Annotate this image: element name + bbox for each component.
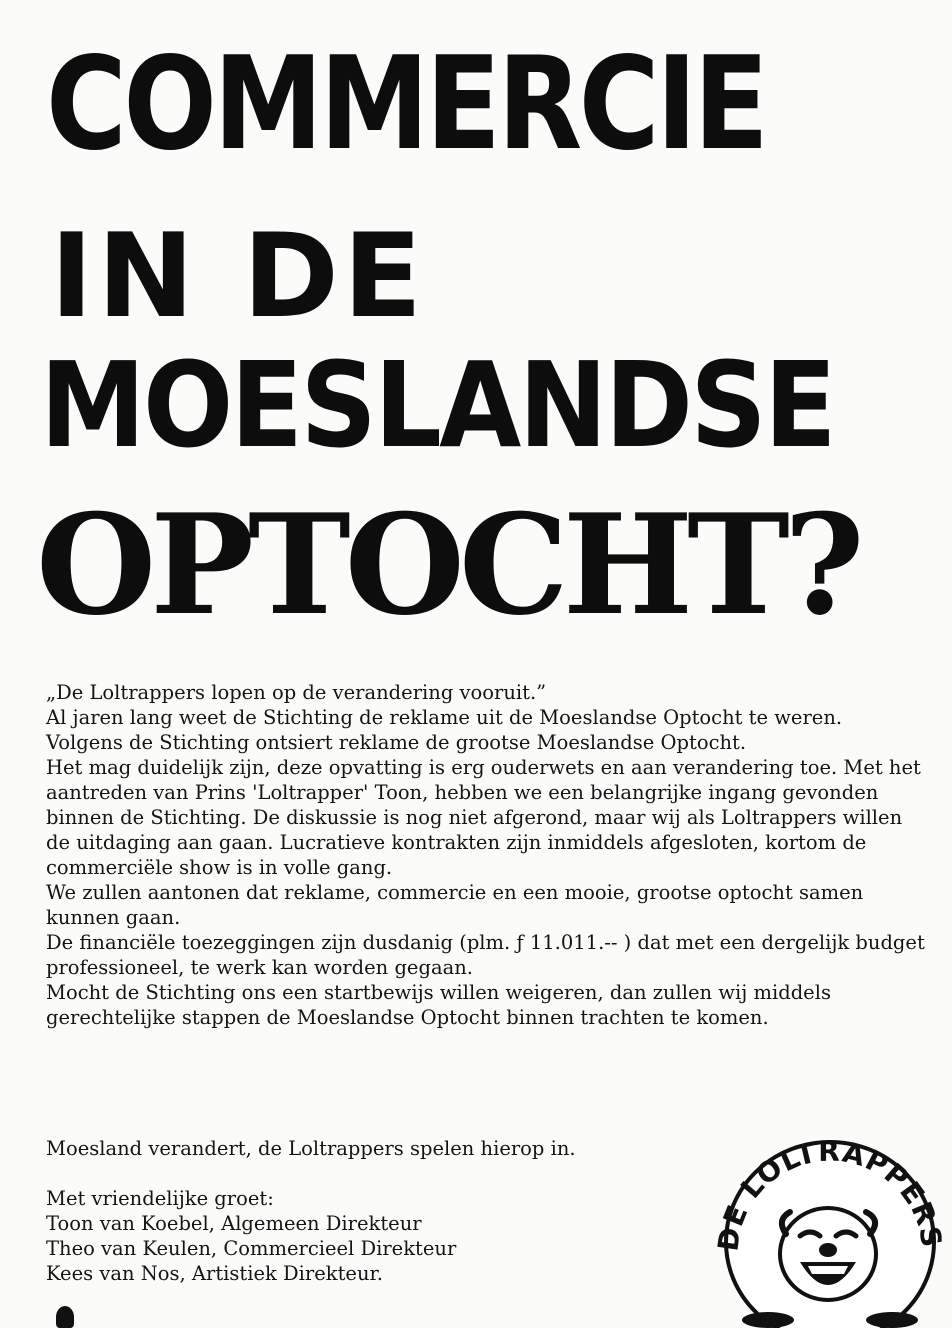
- body-paragraph-4: Het mag duidelijk zijn, deze opvatting is erg ouderwets en aan verandering toe. Met het aantreden van Prins 'Loltrapper' Toon, hebben we een belangrijke ingang gevonden binnen de Stichting. De diskussie is nog niet afgerond, maar wij als Loltrappers willen de uitdaging aan gaan. Lucratieve kontrakten zijn inmiddels afgesloten, kortom de commerciële show is in volle gang.: [46, 756, 921, 879]
- spacer: [46, 1161, 726, 1186]
- signatory-2: Theo van Keulen, Commercieel Direkteur: [46, 1237, 457, 1260]
- closing-statement: Moesland verandert, de Loltrappers spelen hierop in.: [46, 1137, 576, 1160]
- loltrappers-logo: [716, 1130, 942, 1328]
- body-paragraph-3: Volgens de Stichting ontsiert reklame de grootse Moeslandse Optocht.: [46, 731, 747, 754]
- signatory-1: Toon van Koebel, Algemeen Direkteur: [46, 1212, 422, 1235]
- headline-line-3: MOESLANDSE: [40, 336, 834, 474]
- greeting: Met vriendelijke groet:: [46, 1187, 274, 1210]
- body-text: [46, 680, 926, 1030]
- body-paragraph-2: Al jaren lang weet de Stichting de reklame uit de Moeslandse Optocht te weren.: [46, 706, 843, 729]
- body-paragraph-6: De financiële toezeggingen zijn dusdanig (plm. ƒ 11.011.-- ) dat met een dergelijk budget professioneel, te werk kan worden gegaan.: [46, 931, 925, 979]
- body-paragraph-5: We zullen aantonen dat reklame, commercie en een mooie, grootse optocht samen kunnen gaan.: [46, 881, 864, 929]
- headline-line-2: IN DE: [50, 209, 427, 344]
- decorative-mark: [56, 1306, 74, 1328]
- headline-line-1: COMMERCIE: [46, 30, 766, 179]
- headline-line-4: OPTOCHT?: [36, 483, 859, 646]
- body-paragraph-1: „De Loltrappers lopen op de verandering vooruit.”: [46, 681, 547, 704]
- logo-emblem: [716, 1130, 942, 1328]
- signatory-3: Kees van Nos, Artistiek Direkteur.: [46, 1262, 383, 1285]
- body-paragraph-7: Mocht de Stichting ons een startbewijs willen weigeren, dan zullen wij middels gerechtelijke stappen de Moeslandse Optocht binnen trachten te komen.: [46, 981, 831, 1029]
- closing-block: [46, 1136, 726, 1286]
- logo-text: E LOLTRAPPER: [716, 1134, 942, 1231]
